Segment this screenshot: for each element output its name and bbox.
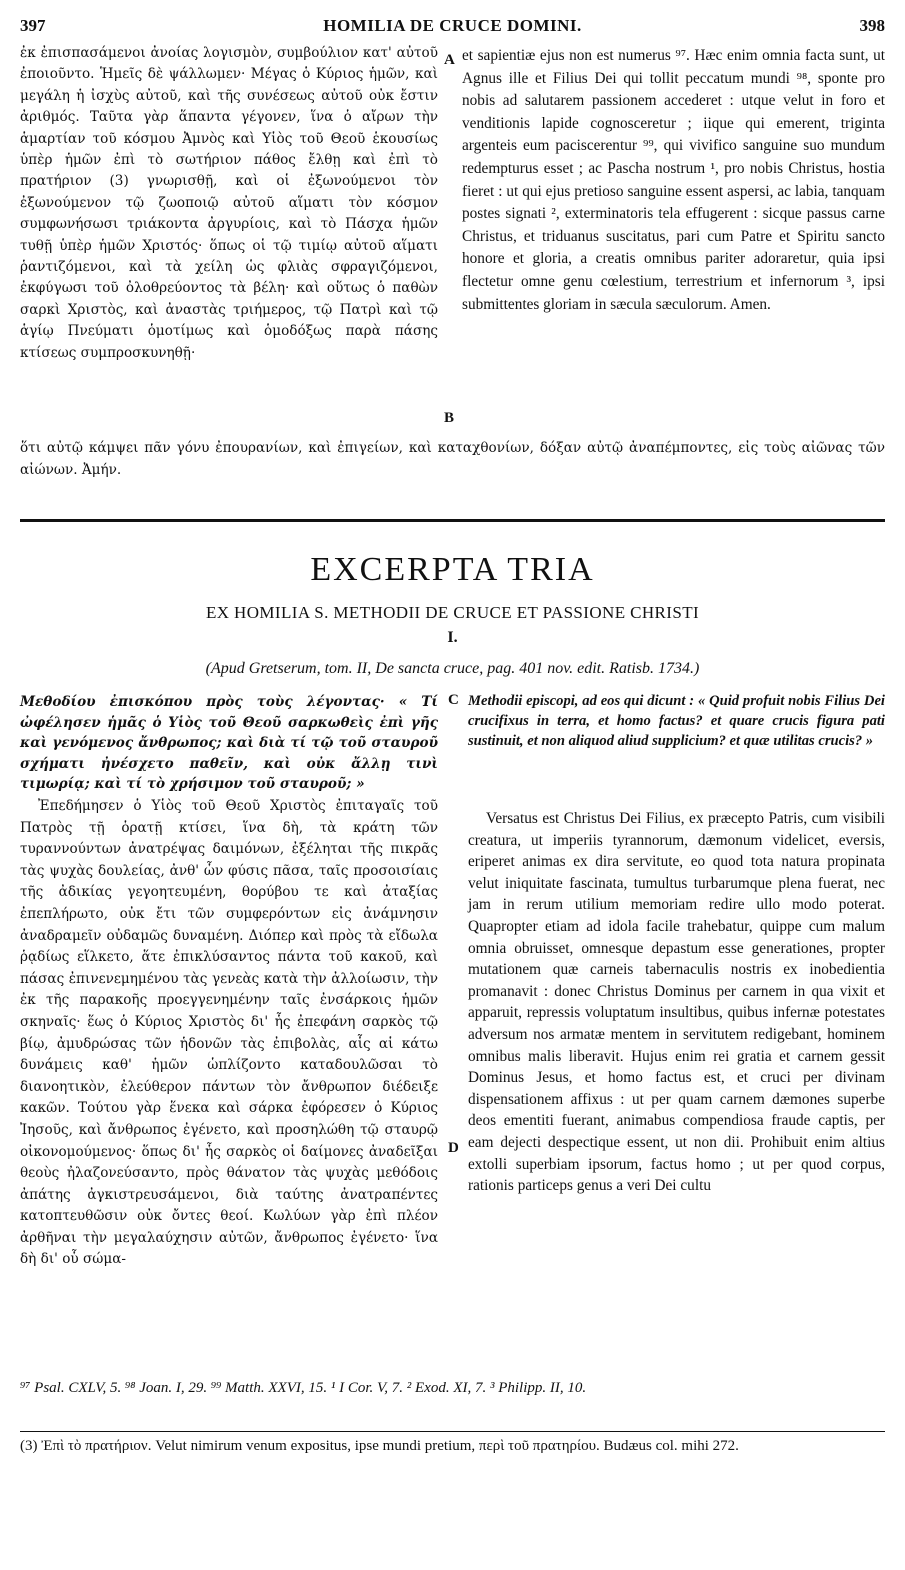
- excerpt-latin-body-text: Versatus est Christus Dei Filius, ex præcepto Patris, cum visibili creatura, ut imperiis tyrannorum, dæmonum videlicet, eversis, eriperet animas ex dira servitute, eo quod tota natura propinata velut iniquitate fascinata, tumultus turbarumque plena fuerat, nec jam in rerum utilium memoriam redire ullo modo poterat. Quapropter etiam ad idola facile trahebatur, quippe cum malum omnia obruisset, omnesque depastum esse generationes, propter mutationem quæ carneis tabernaculis nostris ex inobedientia promanavit : donec Christus Dominus per carnem in qua vixit et apparuit, repressis voluptatum insultibus, quibus infernæ potestates adversum nos armatæ mentem in servitutem redigebant, hominem omnibus malis liberavit. Hujus enim rei gratia et carnem gessit Dominus Jesus, et homo factus est, et cruci per divinam dispensationem affixus : ut per quam carnem dæmones superbe deos ementiti fuerant, animabus compendiosa fraude captis, per eam dejecti despectique essent, ut non dii. Prohibuit enim altius extolli superbiam ipsorum, factus homo ; ut per quod corpus, rationis particeps genus a veri Dei cultu: [468, 810, 885, 1195]
- excerpt-latin-heading-text: Methodii episcopi, ad eos qui dicunt : « Quid profuit nobis Filius Dei crucifixus in terra, et homo factus? et quare crucis figura pati sustinuit, et non aliquod aliud supplicium? et quæ utilitas crucis? »: [468, 693, 885, 749]
- margin-marker-a: A: [444, 52, 455, 68]
- section-rule: [20, 519, 885, 522]
- footnote-references: ⁹⁷ Psal. CXLV, 5. ⁹⁸ Joan. I, 29. ⁹⁹ Matth. XXVI, 15. ¹ I Cor. V, 7. ² Exod. XI, 7. ³ Philipp. II, 10.: [20, 1380, 587, 1396]
- running-header: [20, 16, 885, 42]
- section-subtitle: EX HOMILIA S. METHODII DE CRUCE ET PASSIONE CHRISTI: [205, 603, 700, 622]
- top-greek-continuation: [20, 437, 885, 481]
- excerpt-greek-heading-text: Μεθοδίου ἐπισκόπου πρὸς τοὺς λέγοντας· « Τί ὠφέλησεν ἡμᾶς ὁ Υἱὸς τοῦ Θεοῦ σαρκωθεὶς ἐπὶ γῆς καὶ γενόμενος ἄνθρωπος; καὶ διὰ τί τῷ τοῦ σταυροῦ σχήματι ἠνέσχετο παθεῖν, καὶ οὐκ ἄλλῃ τινὶ τιμωρίᾳ; καὶ τί τὸ χρήσιμον τοῦ σταυροῦ; »: [20, 694, 438, 792]
- margin-marker-d: D: [448, 1140, 459, 1156]
- footnote-note: (3) Ἐπὶ τὸ πρατήριον. Velut nimirum venum expositus, ipse mundi pretium, περὶ τοῦ πρατηρίου. Budæus col. mihi 272.: [20, 1438, 739, 1454]
- margin-marker-c: C: [448, 692, 459, 708]
- excerpt-latin-body: [468, 808, 885, 1197]
- top-latin-text: et sapientiæ ejus non est numerus ⁹⁷. Hæc enim omnia facta sunt, ut Agnus ille et Filius Dei qui tollit peccatum mundi ⁹⁸, sponte pro nobis ad salutarem passionem accederet : utque velut in foro et venditionis lapide cognosceretur ; iique qui emerent, triginta argenteis eum paciscerentur ⁹⁹, qui vivifico sanguine suo mundum redempturus esset ; ac Pascha nostrum ¹, pro nobis Christus, hostia fieret : ut qui ejus pretioso sanguine essent aspersi, ac labia, tanquam postes signati ², exterminatoris tela effugerent : sicque passus carne Christus, et triduanus suscitatus, pari cum Patre et Spiritu sancto honore et gloria, a creatis omnibus pariter adoraretur, quia ipsi flectetur omne genu cœlestium, terrestrium et infernorum ³, ipsi submittentes gloriam in sæcula sæculorum. Amen.: [462, 47, 885, 313]
- page-number-left: 397: [20, 16, 46, 35]
- section-title: EXCERPTA TRIA: [310, 551, 595, 588]
- excerpt-latin-heading: [468, 692, 885, 751]
- margin-marker-b: B: [444, 410, 455, 426]
- section-numeral: I.: [447, 629, 458, 646]
- top-greek-column: [20, 43, 438, 364]
- excerpt-greek-body: [20, 796, 438, 1271]
- top-latin-column: [462, 45, 885, 316]
- footnote-rule: [20, 1431, 885, 1432]
- top-greek-continuation-text: ὅτι αὐτῷ κάμψει πᾶν γόνυ ἐπουρανίων, καὶ ἐπιγείων, καὶ καταχθονίων, δόξαν αὐτῷ ἀναπέμποντες, εἰς τοὺς αἰῶνας τῶν αἰώνων. Ἀμήν.: [20, 440, 885, 478]
- top-greek-text: ἐκ ἐπισπασάμενοι ἀνοίας λογισμὸν, συμβούλιον κατ' αὐτοῦ ἐποιοῦντο. Ἡμεῖς δὲ ψάλλωμεν· Μέγας ὁ Κύριος ἡμῶν, καὶ μεγάλη ἡ ἰσχὺς αὐτοῦ, καὶ τῆς συνέσεως αὐτοῦ οὐκ ἔστιν ἀριθμός. Ταῦτα γὰρ ἅπαντα γέγονεν, ἵνα ὁ αἴρων τὴν ἁμαρτίαν τοῦ κόσμου Ἀμνὸς καὶ Υἱὸς τοῦ Θεοῦ ἑκουσίως ὑπὲρ ἡμῶν ἐπὶ τὸ σωτήριον πάθος ἔλθῃ καὶ ἐπὶ τὸ πρατήριον (3) γνωρισθῇ, καὶ οἱ ἐξωνούμενοι τὸν ἐξωνούμενον τῷ ζωοποιῷ αὐτοῦ αἵματι τὸν κόσμον συμφωνήσωσι τριάκοντα ἀργυρίοις, καὶ τὸ Πάσχα ἡμῶν τυθῇ ὑπὲρ ἡμῶν Χριστός· ὅπως οἱ τῷ τιμίῳ αὐτοῦ αἵματι ῥαντιζόμενοι, καὶ τὰ χείλη ὡς φλιὰς σφραγιζόμενοι, ἐκφύγωσι τοῦ ὀλοθρεύοντος τὰ βέλη· καὶ οὕτως ὁ παθὼν σαρκὶ Χριστὸς, καὶ ἀναστὰς τριήμερος, τῷ Πατρὶ καὶ τῷ ἁγίῳ Πνεύματι ὁμοτίμως καὶ ὁμοδόξως παρὰ πάσης κτίσεως συμπροσκυνηθῇ·: [20, 45, 438, 361]
- excerpt-greek-heading: [20, 692, 438, 795]
- page-number-right: 398: [859, 16, 885, 35]
- section-source: (Apud Gretserum, tom. II, De sancta cruce, pag. 401 nov. edit. Ratisb. 1734.): [205, 660, 700, 677]
- excerpt-greek-body-text: Ἐπεδήμησεν ὁ Υἱὸς τοῦ Θεοῦ Χριστὸς ἐπιταγαῖς τοῦ Πατρὸς τῇ ὁρατῇ κτίσει, ἵνα δὴ, τὰ κράτη τῶν τυραννούντων ἀνατρέψας δαιμόνων, ἐξέληται τῆς πικρᾶς τὰς ψυχὰς δουλείας, ἀνθ' ὧν φύσις πᾶσα, ταῖς προσοισίαις τῆς ἀδικίας γεγοητευμένη, θορύβου τε καὶ ἀταξίας ἐπεπλήρωτο, οὐκ ἔτι τῶν συμφερόντων εἰς ἀνάμνησιν ἀναδραμεῖν οὐδαμῶς δυναμένη. Διόπερ καὶ πρὸς τὰ εἴδωλα ῥᾳδίως εἵλκετο, ἅτε ἐπικλύσαντος πάντα τοῦ κακοῦ, καὶ πάσας ἐπινενεμημένου τὰς γενεὰς κατὰ τὴν ἀλλοίωσιν, τὴν ἐκ τῆς παρακοῆς προεγγενημένην ταῖς ἐνσάρκοις ἡμῶν σκηναῖς· ἕως ὁ Κύριος Χριστὸς δι' ἧς ἐπεφάνη σαρκὸς τῷ βίῳ, ἀμυδρώσας τῶν ἡδονῶν τὰς ἐπιβολὰς, αἷς αἱ κάτω δυνάμεις καθ' ἡμῶν ὡπλίζοντο καταδουλῶσαι τὸ διανοητικὸν, ἐλεύθερον πάντων τὸν ἄνθρωπον διέδειξε κακῶν. Τούτου γὰρ ἕνεκα καὶ σάρκα ἐφόρεσεν ὁ Κύριος Ἰησοῦς, καὶ ἄνθρωπος ἐγένετο, καὶ προσηλώθη τῷ σταυρῷ οἰκονομούμενος· ὅπως δι' ἧς σαρκὸς οἱ δαίμονες ἀναδεῖξαι θεοὺς ἠλαζονεύσαντο, πρὸς θάνατον τὰς ψυχὰς μεθόδοις ἀπάτης ἀγκιστρευσάμενοι, διὰ ταύτης ἀνατραπέντες κατοπτευθῶσιν οὐκ ὄντες θεοί. Κωλύων γὰρ ἐπὶ πλέον ἀρθῆναι τὴν μεγαλαύχησιν αὐτῶν, ἄνθρωπος ἐγένετο· ἵνα δὴ δι' οὗ σώμα-: [20, 798, 438, 1268]
- running-title: HOMILIA DE CRUCE DOMINI.: [323, 16, 582, 35]
